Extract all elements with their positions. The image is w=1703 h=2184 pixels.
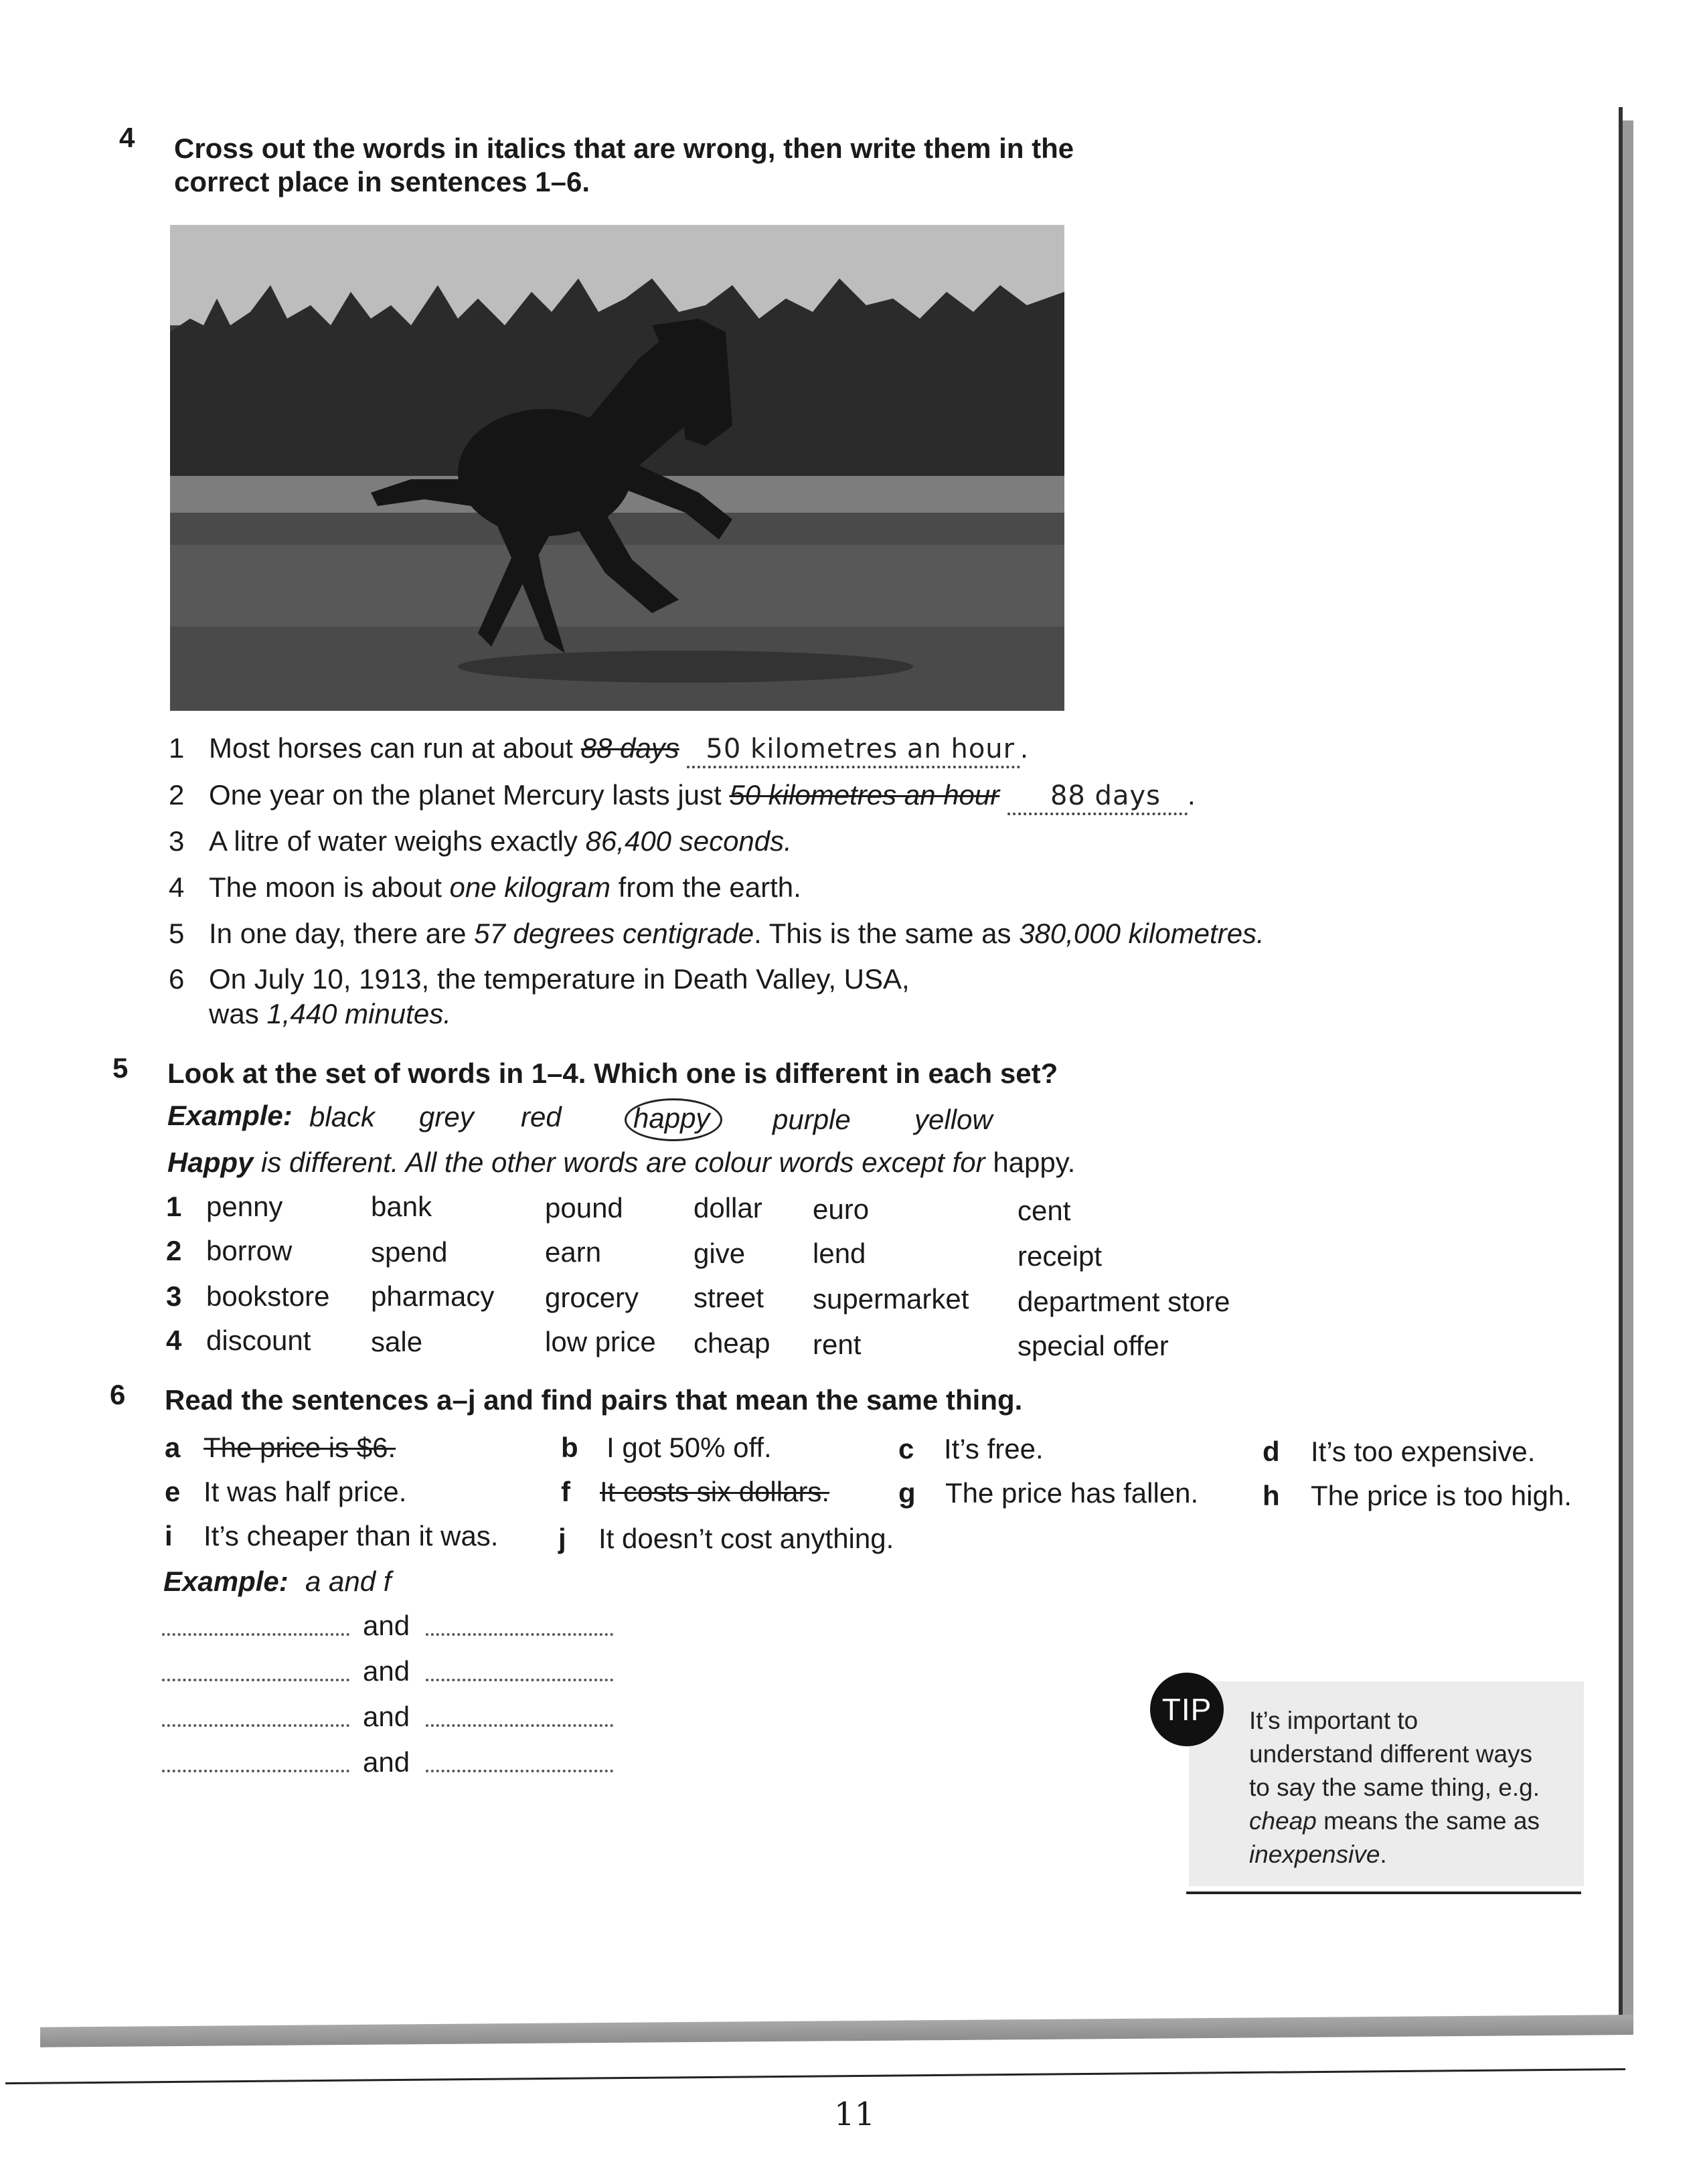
struck-phrase: 50 kilometres an hour xyxy=(729,779,1000,811)
sentence-text: It’s too expensive. xyxy=(1311,1436,1536,1467)
explanation-keyword: Happy xyxy=(167,1147,254,1178)
sentence-mid: . This is the same as xyxy=(754,918,1020,949)
sentence-text: It’s cheaper than it was. xyxy=(204,1520,499,1551)
sentence-end: . xyxy=(1020,732,1028,764)
exercise-instruction: Read the sentences a–j and find pairs that mean the same thing. xyxy=(165,1384,1023,1416)
sentence-letter: f xyxy=(561,1476,570,1507)
sentence-letter: d xyxy=(1263,1436,1280,1467)
explanation-text: is different. All the other words are colour words except for xyxy=(253,1147,993,1178)
set-number: 4 xyxy=(166,1325,182,1356)
sentence-letter: c xyxy=(898,1433,914,1464)
horse-photo xyxy=(170,225,1064,711)
item-number: 3 xyxy=(169,825,185,857)
exercise-number: 6 xyxy=(110,1379,126,1410)
set-number: 1 xyxy=(166,1191,182,1222)
sentence-text: The price is too high. xyxy=(1311,1480,1572,1511)
exercise-instruction: Look at the set of words in 1–4. Which one is different in each set? xyxy=(167,1058,1058,1089)
sentence-text: It doesn’t cost anything. xyxy=(598,1523,894,1554)
page-shadow xyxy=(1623,120,1633,2028)
sentence-text: In one day, there are xyxy=(209,918,475,949)
ex4-item-1 xyxy=(169,732,1028,768)
explanation-end: happy. xyxy=(993,1147,1076,1178)
set-word: department store xyxy=(1018,1286,1230,1317)
answer-circle xyxy=(625,1098,722,1141)
set-word: pharmacy xyxy=(371,1280,495,1312)
set-word: dollar xyxy=(694,1192,762,1224)
set-word: sale xyxy=(371,1326,423,1357)
exercise-instruction-line-2: correct place in sentences 1–6. xyxy=(174,166,590,197)
example-label: Example: xyxy=(167,1100,293,1131)
set-word: low price xyxy=(545,1326,656,1357)
and-word: and xyxy=(363,1655,410,1687)
sentence-text-struck: It costs six dollars. xyxy=(600,1476,830,1507)
exercise-number: 4 xyxy=(119,122,135,153)
answer-blank[interactable] xyxy=(426,1633,613,1636)
italic-phrase: 57 degrees centigrade xyxy=(474,918,754,949)
answer-blank[interactable] xyxy=(162,1724,349,1727)
sentence-letter: g xyxy=(898,1477,916,1509)
ex4-item-3 xyxy=(169,825,792,858)
answer-blank[interactable] xyxy=(426,1724,613,1727)
item-number: 2 xyxy=(169,779,185,811)
example-word: grey xyxy=(419,1101,474,1132)
ex4-item-4 xyxy=(169,871,801,904)
set-word: borrow xyxy=(206,1235,293,1266)
italic-phrase-2: 380,000 kilometres. xyxy=(1019,918,1265,949)
ex4-item-6 xyxy=(169,962,910,996)
set-word: penny xyxy=(206,1191,283,1222)
italic-phrase: one kilogram xyxy=(449,871,611,903)
answer-blank[interactable] xyxy=(162,1770,349,1772)
italic-phrase: 86,400 seconds. xyxy=(585,825,792,857)
set-word: euro xyxy=(813,1193,870,1225)
ex4-item-2 xyxy=(169,778,1196,815)
tip-line: to say the same thing, e.g. xyxy=(1249,1774,1540,1801)
sentence-text: I got 50% off. xyxy=(606,1432,772,1463)
sentence-end: . xyxy=(1187,779,1196,811)
set-word: rent xyxy=(813,1329,862,1360)
set-word: pound xyxy=(545,1192,623,1224)
example-label: Example: xyxy=(163,1566,289,1597)
sentence-text: It was half price. xyxy=(204,1476,407,1507)
and-word: and xyxy=(363,1701,410,1732)
ex4-item-6-line-2 xyxy=(209,997,451,1031)
answer-field[interactable]: 50 kilometres an hour xyxy=(687,732,1020,768)
sentence-letter: a xyxy=(165,1432,181,1463)
tip-line: understand different ways xyxy=(1249,1740,1533,1768)
set-word: special offer xyxy=(1018,1330,1169,1361)
and-word: and xyxy=(363,1610,410,1641)
sentence-end: from the earth. xyxy=(611,871,801,903)
set-word: bank xyxy=(371,1191,432,1222)
sentence-text: One year on the planet Mercury lasts just xyxy=(209,779,730,811)
example-word-circled: happy xyxy=(633,1102,710,1134)
sentence-text: Most horses can run at about xyxy=(209,732,581,764)
sentence-text: On July 10, 1913, the temperature in Death Valley, USA, xyxy=(209,963,910,995)
tip-text-rest: . xyxy=(1380,1841,1387,1868)
answer-blank[interactable] xyxy=(426,1770,613,1772)
set-word: grocery xyxy=(545,1282,639,1313)
item-number: 5 xyxy=(169,918,185,949)
tip-line xyxy=(1249,1804,1570,1838)
set-word: lend xyxy=(813,1238,866,1269)
sentence-text: The price has fallen. xyxy=(945,1477,1199,1509)
exercise-instruction-line-1: Cross out the words in italics that are wrong, then write them in the xyxy=(174,133,1074,164)
struck-phrase: 88 days xyxy=(580,732,679,764)
set-number: 2 xyxy=(166,1235,182,1266)
page-shadow-bottom xyxy=(40,2015,1633,2047)
sentence-text-struck: The price is $6. xyxy=(204,1432,396,1463)
set-word: street xyxy=(694,1282,764,1313)
example-word: yellow xyxy=(914,1104,993,1135)
sentence-text: was xyxy=(209,998,267,1029)
tip-line: It’s important to xyxy=(1249,1707,1418,1734)
sentence-text: It’s free. xyxy=(944,1433,1044,1464)
example-answer: a and f xyxy=(305,1566,392,1597)
set-word: give xyxy=(694,1238,746,1269)
sentence-letter: b xyxy=(561,1432,578,1463)
answer-blank[interactable] xyxy=(162,1633,349,1636)
sentence-letter: h xyxy=(1263,1480,1280,1511)
sentence-letter: j xyxy=(558,1523,566,1554)
tip-text-rest: means the same as xyxy=(1316,1807,1540,1835)
tip-divider xyxy=(1186,1892,1581,1894)
page-edge xyxy=(1619,107,1623,2016)
example-explanation xyxy=(167,1146,1075,1179)
sentence-text: The moon is about xyxy=(209,871,450,903)
set-word: cheap xyxy=(694,1327,771,1359)
and-word: and xyxy=(363,1746,410,1778)
tip-badge: TIP xyxy=(1150,1673,1224,1746)
exercise-number: 5 xyxy=(112,1052,129,1084)
set-word: earn xyxy=(545,1236,602,1268)
ex4-item-5 xyxy=(169,917,1265,950)
set-word: spend xyxy=(371,1236,448,1268)
set-word: bookstore xyxy=(206,1280,330,1312)
page-bottom-edge xyxy=(5,2068,1625,2084)
item-number: 1 xyxy=(169,732,185,764)
page-number: 11 xyxy=(834,2096,876,2133)
tip-text xyxy=(1249,1704,1570,1871)
answer-blank[interactable] xyxy=(426,1679,613,1681)
tip-italic: cheap xyxy=(1249,1807,1317,1835)
tip-line xyxy=(1249,1838,1570,1871)
item-number: 6 xyxy=(169,963,185,995)
set-number: 3 xyxy=(166,1280,182,1312)
sentence-letter: e xyxy=(165,1476,181,1507)
set-word: discount xyxy=(206,1325,311,1356)
set-word: supermarket xyxy=(813,1283,969,1315)
tip-italic: inexpensive xyxy=(1249,1841,1380,1868)
sentence-letter: i xyxy=(165,1520,173,1551)
example-word: purple xyxy=(773,1104,851,1135)
item-number: 4 xyxy=(169,871,185,903)
sentence-text: A litre of water weighs exactly xyxy=(209,825,586,857)
example-word: red xyxy=(521,1101,562,1132)
set-word: cent xyxy=(1018,1195,1071,1226)
set-word: receipt xyxy=(1018,1240,1103,1272)
answer-blank[interactable] xyxy=(162,1679,349,1681)
italic-phrase: 1,440 minutes. xyxy=(266,998,451,1029)
example-word: black xyxy=(309,1101,376,1132)
answer-field[interactable]: 88 days xyxy=(1007,779,1188,815)
